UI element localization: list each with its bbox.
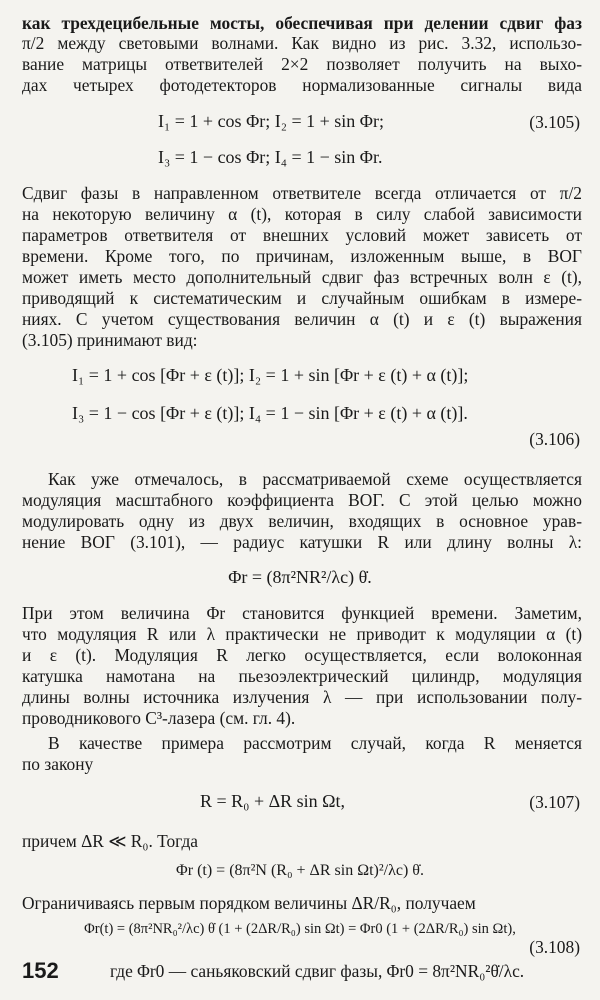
equation: Φr(t) = (8π²NR₀²/λc) θ̇ (1 + (2ΔR/R₀) sin Ωt) = Φr0 (1 + (2ΔR/R₀) sin Ωt),	[84, 921, 516, 937]
text-line: (3.105) принимают вид:	[22, 330, 198, 350]
page-number: 152	[22, 958, 59, 983]
equation: I₁ = 1 + cos Φr; I₂ = 1 + sin Φr;	[158, 111, 384, 131]
text-line: Ограничиваясь первым порядком величины ΔR/R₀, получаем	[22, 893, 476, 913]
text-line: вание матрицы ответвителей 2×2 позволяет получить на выхо-	[22, 54, 582, 74]
text-line: Сдвиг фазы в направленном ответвителе всегда отличается от π/2	[22, 183, 582, 203]
text-line: времени. Кроме того, по причинам, изложенным выше, в ВОГ	[22, 246, 582, 266]
text-line: на некоторую величину α (t), которая в силу слабой зависимости	[22, 204, 582, 224]
text-line: может иметь место дополнительный сдвиг фаз встречных волн ε (t),	[22, 267, 582, 287]
text-line: причем ΔR ≪ R₀. Тогда	[22, 831, 199, 851]
text-line: ниях. С учетом существования величин α (t) и ε (t) выражения	[22, 309, 582, 329]
text-line: модуляция масштабного коэффициента ВОГ. С этой целью можно	[22, 490, 582, 510]
equation-number: (3.108)	[529, 937, 580, 957]
equation: I₁ = 1 + cos [Φr + ε (t)]; I₂ = 1 + sin [Φr + ε (t) + α (t)];	[72, 365, 469, 385]
equation: Φr = (8π²NR²/λc) θ̇.	[228, 567, 372, 587]
text-line: где Φr0 — саньяковский сдвиг фазы, Φr0 = 8π²NR₀²θ̇/λc.	[110, 961, 525, 981]
text-line: В качестве примера рассмотрим случай, когда R меняется	[48, 733, 582, 753]
equation: R = R₀ + ΔR sin Ωt,	[200, 791, 346, 811]
text-line: дах четырех фотодетекторов нормализованные сигналы вида	[22, 75, 582, 95]
text-line: и ε (t). Модуляция R легко осуществляется, если волоконная	[22, 645, 582, 665]
text-line: Как уже отмечалось, в рассматриваемой схеме осуществляется	[48, 469, 582, 489]
text-line: модулировать одну из двух величин, входящих в основное урав-	[22, 511, 582, 531]
text-line: проводникового C³-лазера (см. гл. 4).	[22, 708, 296, 728]
text-line: по закону	[22, 754, 94, 774]
equation-number: (3.107)	[529, 792, 580, 812]
text-line: длины волны источника излучения λ — при использовании полу-	[22, 687, 582, 707]
equation-number: (3.106)	[529, 429, 580, 449]
text-line: π/2 между световыми волнами. Как видно из рис. 3.32, использо-	[22, 33, 582, 53]
equation: I₃ = 1 − cos [Φr + ε (t)]; I₄ = 1 − sin [Φr + ε (t) + α (t)].	[72, 403, 468, 423]
text-line: параметров ответвителя от внешних условий может зависеть от	[22, 225, 582, 245]
text-line: катушка намотана на пьезоэлектрический цилиндр, модуляция	[22, 666, 582, 686]
text-line: приводящий к систематическим и случайным ошибкам в измере-	[22, 288, 582, 308]
text-line: что модуляция R или λ практически не приводит к модуляции α (t)	[22, 624, 582, 644]
text-line: как трехдецибельные мосты, обеспечивая при делении сдвиг фаз	[22, 13, 582, 33]
equation: Φr (t) = (8π²N (R₀ + ΔR sin Ωt)²/λc) θ̇.	[176, 862, 424, 879]
equation: I₃ = 1 − cos Φr; I₄ = 1 − sin Φr.	[158, 147, 383, 167]
equation-number: (3.105)	[529, 112, 580, 132]
text-line: При этом величина Φr становится функцией времени. Заметим,	[22, 603, 582, 623]
text-line: нение ВОГ (3.101), — радиус катушки R или длину волны λ:	[22, 532, 582, 552]
